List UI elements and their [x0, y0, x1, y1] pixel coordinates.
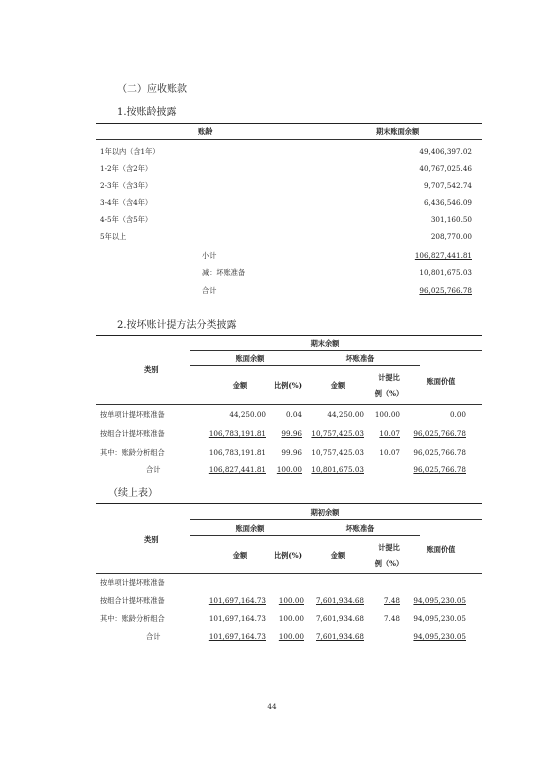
book-balance-header: 账面余额 [235, 524, 265, 533]
table3-sub-rule [190, 535, 420, 536]
ratio-cell: 100.00 [278, 596, 304, 605]
category-cell: 其中：账龄分析组合 [100, 614, 165, 623]
category-cell: 合计 [146, 465, 161, 474]
aging-label: 1年以内（含1年） [100, 147, 160, 156]
table3-top-rule [96, 503, 482, 504]
table1-head-rule [96, 139, 482, 140]
aging-label: 5年以上 [100, 232, 127, 241]
section-title: （二）应收账款 [117, 84, 187, 95]
bad-debt-header: 坏账准备 [345, 524, 375, 533]
aging-value: 208,770.00 [430, 232, 472, 241]
subtotal-label: 小计 [202, 251, 217, 260]
table3-head-rule [96, 573, 482, 574]
period-header: 期初余额 [310, 508, 340, 517]
value-cell: 0.00 [449, 410, 466, 419]
bad-amount-cell: 44,250.00 [327, 410, 364, 419]
amount-cell: 101,697,164.73 [208, 596, 266, 605]
category-header: 类别 [144, 535, 159, 544]
aging-label: 3-4年（含4年） [100, 198, 153, 207]
value-cell: 96,025,766.78 [413, 429, 466, 438]
aging-header: 账龄 [198, 127, 213, 136]
reserve-value: 10,801,675.03 [419, 268, 472, 277]
amount-cell: 106,827,441.81 [208, 465, 266, 474]
aging-value: 49,406,397.02 [419, 147, 472, 156]
total-label: 合计 [202, 286, 217, 295]
rate-header-top: 计提比 [378, 373, 400, 382]
classification-title: 2.按坏账计提方法分类披露 [117, 320, 237, 331]
bad-amount-cell: 10,757,425.03 [311, 448, 364, 457]
aging-label: 2-3年（含3年） [100, 181, 153, 190]
rate-header-top: 计提比 [378, 543, 400, 552]
amount-cell: 106,783,191.81 [208, 429, 266, 438]
ratio-cell: 0.04 [285, 410, 302, 419]
bad-amount-cell: 7,601,934.68 [315, 596, 364, 605]
amount2-header: 金额 [330, 381, 346, 390]
book-balance-header: 账面余额 [235, 354, 265, 363]
category-cell: 按组合计提坏账准备 [100, 596, 165, 605]
ratio-header: 比例(%) [273, 551, 302, 560]
balance-header: 期末账面余额 [376, 127, 420, 136]
value-cell: 96,025,766.78 [413, 448, 466, 457]
amount-cell: 101,697,164.73 [208, 614, 266, 623]
rate-cell: 10.07 [379, 448, 400, 457]
bad-amount-cell: 7,601,934.68 [315, 614, 364, 623]
category-cell: 按组合计提坏账准备 [100, 429, 165, 438]
subtotal-value: 106,827,441.81 [414, 251, 472, 260]
aging-label: 1-2年（含2年） [100, 164, 153, 173]
amount2-header: 金额 [330, 551, 346, 560]
aging-value: 9,707,542.74 [423, 181, 472, 190]
table3-period-rule [190, 519, 482, 520]
table2-sub-rule [190, 365, 420, 366]
amount-header: 金额 [232, 551, 248, 560]
page-number: 44 [267, 702, 277, 711]
continued-title: （续上表） [108, 488, 158, 499]
rate-header-bottom: 例（%） [374, 559, 404, 568]
rate-cell: 100.00 [374, 410, 400, 419]
category-cell: 其中：账龄分析组合 [100, 448, 165, 457]
category-cell: 合计 [146, 632, 161, 641]
value-header: 账面价值 [426, 545, 456, 554]
value-header: 账面价值 [426, 377, 456, 386]
aging-value: 301,160.50 [430, 215, 472, 224]
period-header: 期末余额 [310, 339, 340, 348]
ratio-cell: 100.00 [276, 465, 302, 474]
value-cell: 96,025,766.78 [413, 465, 466, 474]
reserve-label: 减：坏账准备 [202, 268, 246, 277]
rate-header-bottom: 例（%） [374, 389, 404, 398]
category-cell: 按单项计提坏账准备 [100, 410, 165, 419]
rate-cell: 7.48 [383, 614, 400, 623]
ratio-cell: 100.00 [278, 632, 304, 641]
table2-head-rule [96, 404, 482, 405]
category-header: 类别 [144, 365, 159, 374]
rate-cell: 10.07 [379, 429, 400, 438]
amount-cell: 101,697,164.73 [208, 632, 266, 641]
table2-top-rule [96, 335, 482, 336]
value-cell: 94,095,230.05 [413, 596, 466, 605]
amount-cell: 106,783,191.81 [208, 448, 266, 457]
aging-value: 6,436,546.09 [423, 198, 472, 207]
aging-title: 1.按账龄披露 [117, 107, 177, 118]
value-cell: 94,095,230.05 [413, 632, 466, 641]
category-cell: 按单项计提坏账准备 [100, 578, 165, 587]
aging-label: 4-5年（含5年） [100, 215, 153, 224]
amount-header: 金额 [232, 381, 248, 390]
bad-amount-cell: 10,757,425.03 [311, 429, 364, 438]
rate-cell: 7.48 [383, 596, 400, 605]
ratio-header: 比例(%) [273, 381, 302, 390]
ratio-cell: 99.96 [281, 448, 302, 457]
table1-top-rule [96, 123, 482, 124]
ratio-cell: 99.96 [281, 429, 302, 438]
ratio-cell: 100.00 [278, 614, 304, 623]
total-value: 96,025,766.78 [419, 286, 472, 295]
amount-cell: 44,250.00 [229, 410, 266, 419]
bad-amount-cell: 7,601,934.68 [315, 632, 364, 641]
table2-period-rule [190, 350, 482, 351]
value-cell: 94,095,230.05 [413, 614, 466, 623]
bad-amount-cell: 10,801,675.03 [311, 465, 364, 474]
aging-value: 40,767,025.46 [419, 164, 472, 173]
bad-debt-header: 坏账准备 [345, 354, 375, 363]
